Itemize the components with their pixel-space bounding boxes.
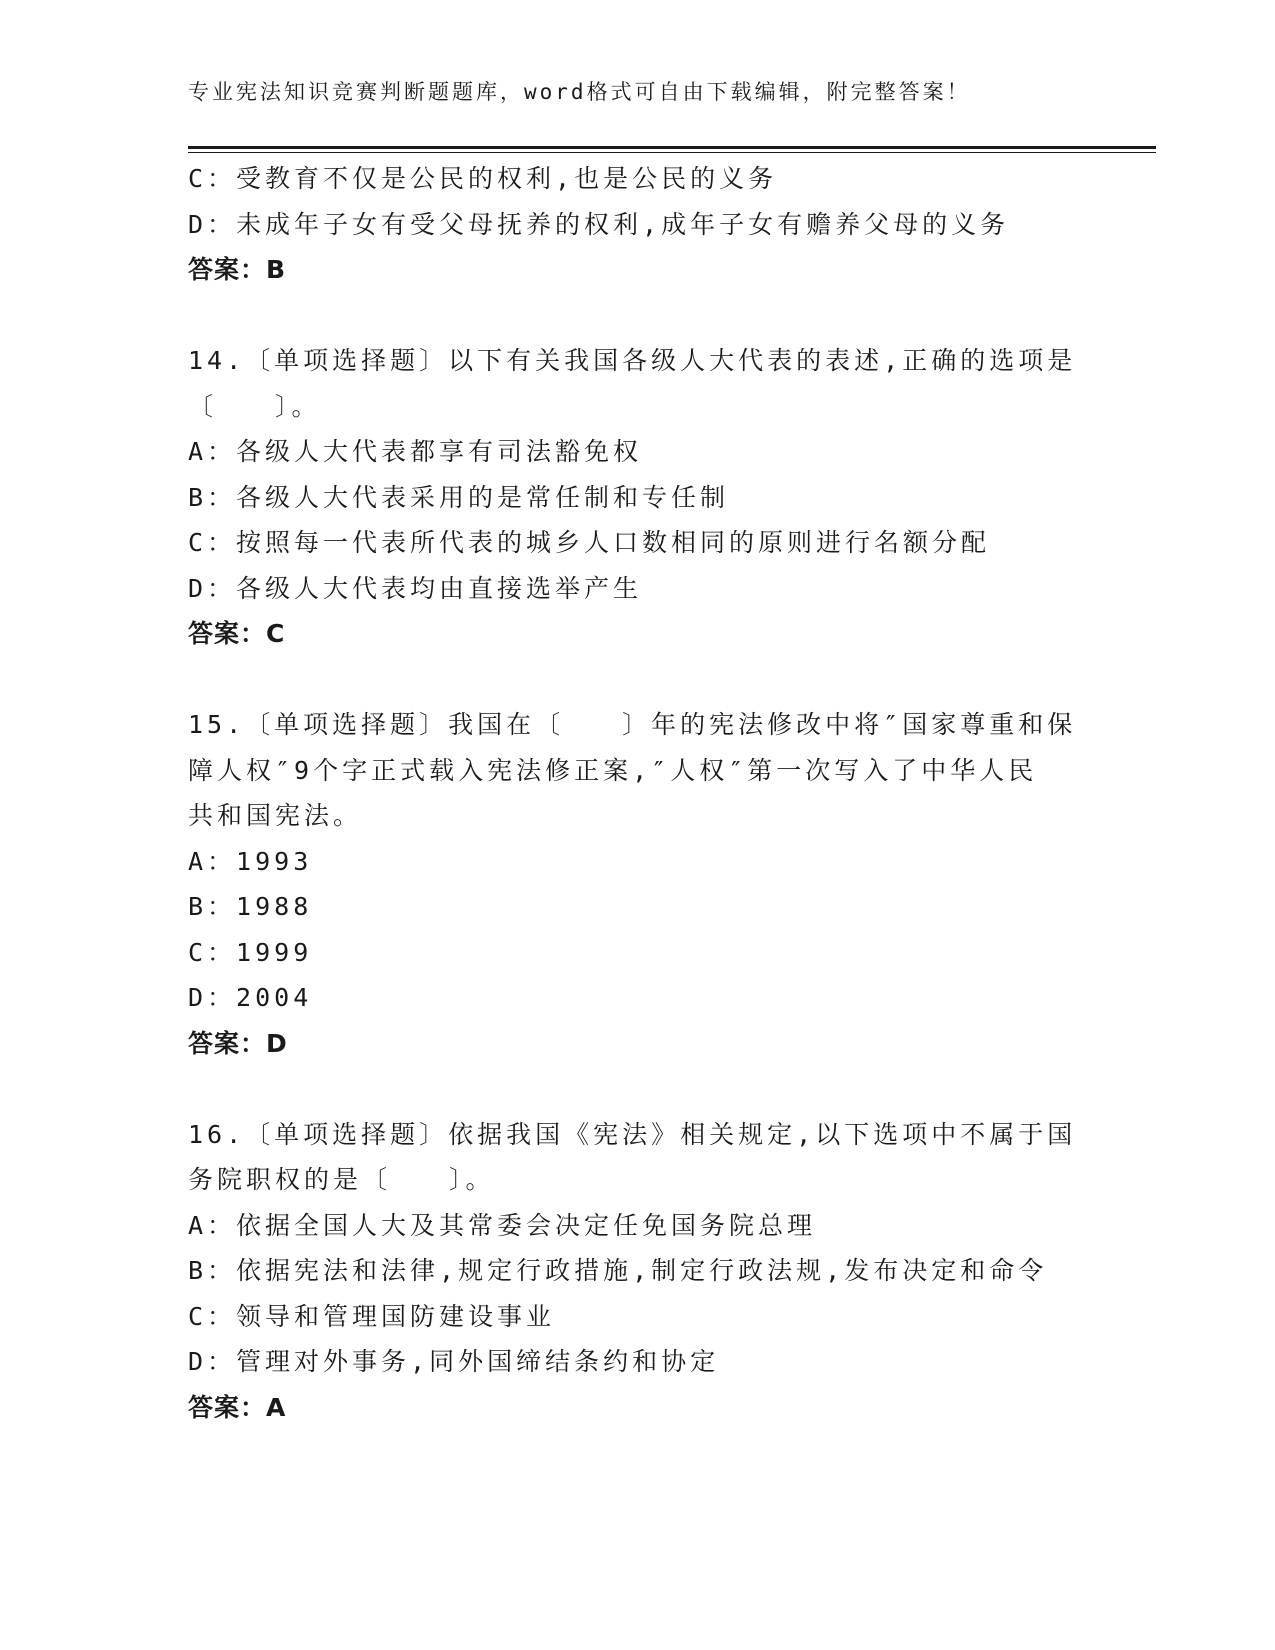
option-b: B：1988 bbox=[188, 892, 313, 921]
question-16 bbox=[188, 1112, 1088, 1431]
spacer bbox=[188, 293, 1088, 339]
option-b: B：依据宪法和法律,规定行政措施,制定行政法规,发布决定和命令 bbox=[188, 1256, 1048, 1285]
header-divider-thin bbox=[188, 152, 1156, 153]
question-stem-continued: 共和国宪法。 bbox=[188, 801, 363, 830]
option-d: D：未成年子女有受父母抚养的权利,成年子女有赡养父母的义务 bbox=[188, 209, 1010, 239]
answer-line: 答案：D bbox=[188, 1028, 288, 1058]
option-d: D：2004 bbox=[188, 983, 313, 1012]
question-list bbox=[188, 156, 1088, 1430]
header-divider-thick bbox=[188, 146, 1156, 149]
question-stem: 16.〔单项选择题〕依据我国《宪法》相关规定,以下选项中不属于国 bbox=[188, 1119, 1077, 1149]
question-14 bbox=[188, 338, 1088, 657]
option-a: A：1993 bbox=[188, 846, 313, 876]
question-stem-continued: 〔 〕。 bbox=[188, 391, 321, 421]
option-d: D：各级人大代表均由直接选举产生 bbox=[188, 573, 643, 603]
spacer bbox=[188, 1066, 1088, 1112]
question-stem-continued: 务院职权的是〔 〕。 bbox=[188, 1165, 495, 1194]
spacer bbox=[188, 657, 1088, 703]
question-15 bbox=[188, 702, 1088, 1066]
option-c: C：领导和管理国防建设事业 bbox=[188, 1301, 556, 1331]
option-a: A：依据全国人大及其常委会决定任免国务院总理 bbox=[188, 1210, 817, 1240]
option-c: C：按照每一代表所代表的城乡人口数相同的原则进行名额分配 bbox=[188, 528, 991, 557]
option-c: C：受教育不仅是公民的权利,也是公民的义务 bbox=[188, 164, 778, 193]
question-13-tail bbox=[188, 156, 1088, 293]
option-c: C：1999 bbox=[188, 937, 313, 967]
option-a: A：各级人大代表都享有司法豁免权 bbox=[188, 437, 643, 466]
option-d: D：管理对外事务,同外国缔结条约和协定 bbox=[188, 1347, 720, 1376]
answer-line: 答案：C bbox=[188, 619, 286, 648]
page-header-title: 专业宪法知识竞赛判断题题库，word格式可自由下载编辑，附完整答案！ bbox=[188, 80, 971, 104]
answer-line: 答案：B bbox=[188, 255, 287, 284]
option-b: B：各级人大代表采用的是常任制和专任制 bbox=[188, 482, 730, 512]
question-stem-continued: 障人权″9个字正式载入宪法修正案,″人权″第一次写入了中华人民 bbox=[188, 755, 1038, 785]
answer-line: 答案：A bbox=[188, 1392, 287, 1422]
question-stem: 14.〔单项选择题〕以下有关我国各级人大代表的表述,正确的选项是 bbox=[188, 346, 1077, 375]
question-stem: 15.〔单项选择题〕我国在〔 〕年的宪法修改中将″国家尊重和保 bbox=[188, 710, 1077, 739]
